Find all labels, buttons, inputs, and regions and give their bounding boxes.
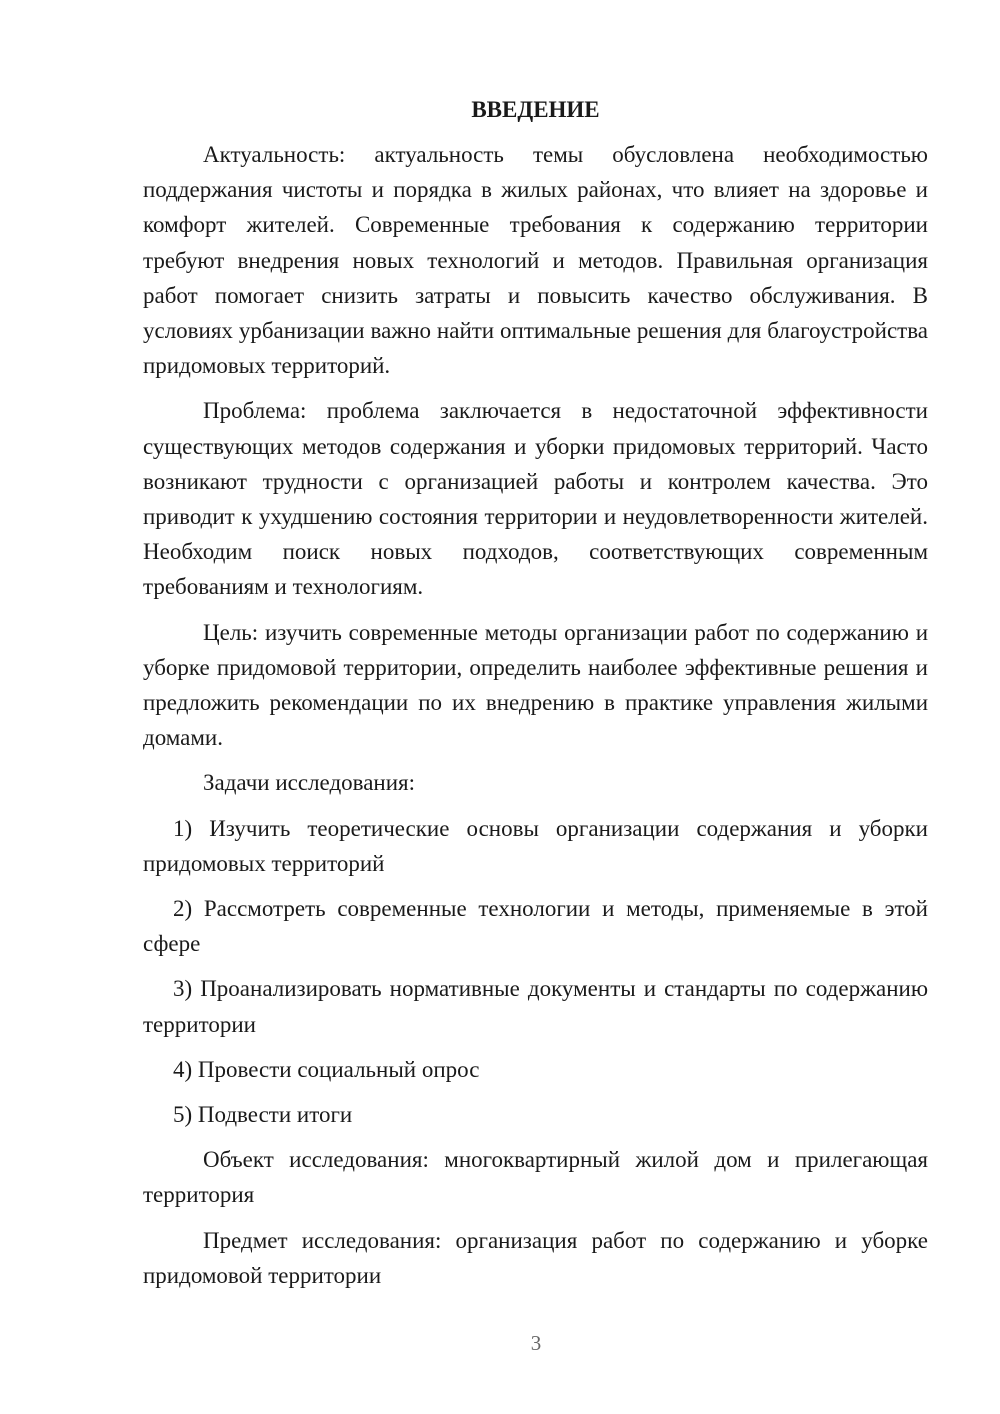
paragraph-relevance: Актуальность: актуальность темы обусловлена необходимостью поддержания чистоты и порядка в жилых районах, что влияет на здоровье и комфорт жителей. Современные требования к содержанию территории требуют внедрения новых технологий и методов. Правильная организация работ помогает снизить затраты и повысить качество обслуживания. В условиях урбанизации важно найти оптимальные решения для благоустройства придомовых территорий.: [143, 142, 928, 379]
task-item-5: 5) Подвести итоги: [173, 1102, 353, 1128]
page-number: 3: [530, 1331, 542, 1355]
task-item-2: 2) Рассмотреть современные технологии и методы, применяемые в этой сфере: [143, 896, 928, 957]
paragraph-problem: Проблема: проблема заключается в недостаточной эффективности существующих методов содержания и уборки придомовых территорий. Часто возникают трудности с организацией работы и контролем качества. Это приводит к ухудшению состояния территории и неудовлетворенности жителей. Необходим поиск новых подходов, соответствующих современным требованиям и технологиям.: [143, 398, 928, 600]
paragraph-object: Объект исследования: многоквартирный жилой дом и прилегающая территория: [143, 1147, 928, 1208]
paragraph-subject: Предмет исследования: организация работ по содержанию и уборке придомовой территории: [143, 1227, 928, 1288]
task-item-1: 1) Изучить теоретические основы организации содержания и уборки придомовых территорий: [143, 815, 928, 876]
section-title: ВВЕДЕНИЕ: [471, 97, 600, 122]
task-item-4: 4) Провести социальный опрос: [173, 1056, 480, 1082]
paragraph-goal: Цель: изучить современные методы организации работ по содержанию и уборке придомовой территории, определить наиболее эффективные решения и предложить рекомендации по их внедрению в практике управления жилыми домами.: [143, 619, 928, 751]
task-item-3: 3) Проанализировать нормативные документы и стандарты по содержанию территории: [143, 976, 928, 1037]
document-body: [143, 92, 928, 1303]
tasks-heading: Задачи исследования:: [203, 770, 416, 796]
